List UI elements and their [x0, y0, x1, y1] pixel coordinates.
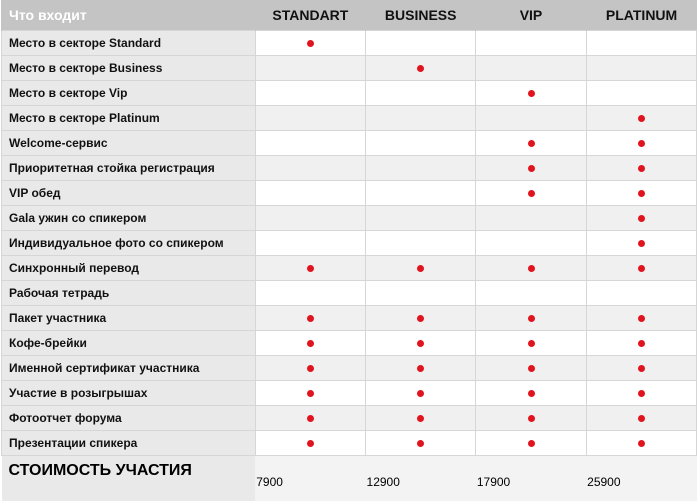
tier-cell-platinum [586, 131, 696, 156]
feature-rows [2, 31, 697, 456]
tier-cell-vip [476, 131, 586, 156]
included-dot-icon [307, 315, 314, 322]
feature-name: Gala ужин со спикером [2, 206, 256, 231]
included-dot-icon [638, 315, 645, 322]
tier-cell-vip [476, 431, 586, 456]
tier-cell-standart [255, 106, 365, 131]
feature-name: Рабочая тетрадь [2, 281, 256, 306]
tier-cell-vip [476, 331, 586, 356]
tier-cell-vip [476, 156, 586, 181]
tier-cell-vip [476, 256, 586, 281]
feature-name: Приоритетная стойка регистрация [2, 156, 256, 181]
tier-header-platinum: PLATINUM [586, 0, 696, 31]
included-dot-icon [638, 215, 645, 222]
table-row [2, 81, 697, 106]
tier-cell-platinum [586, 156, 696, 181]
tier-cell-platinum [586, 406, 696, 431]
tier-cell-business [366, 56, 476, 81]
tier-cell-standart [255, 231, 365, 256]
tier-cell-business [366, 81, 476, 106]
included-dot-icon [307, 340, 314, 347]
included-dot-icon [638, 390, 645, 397]
tier-cell-business [366, 156, 476, 181]
tier-cell-business [366, 131, 476, 156]
tier-cell-business [366, 206, 476, 231]
tier-cell-platinum [586, 81, 696, 106]
feature-name: Место в секторе Standard [2, 31, 256, 56]
included-dot-icon [638, 340, 645, 347]
table-row [2, 31, 697, 56]
tier-cell-standart [255, 31, 365, 56]
tier-cell-standart [255, 156, 365, 181]
feature-name: Именной сертификат участника [2, 356, 256, 381]
tier-cell-standart [255, 281, 365, 306]
feature-name: Индивидуальное фото со спикером [2, 231, 256, 256]
tier-cell-vip [476, 106, 586, 131]
included-dot-icon [638, 415, 645, 422]
table-row [2, 156, 697, 181]
included-dot-icon [307, 365, 314, 372]
included-dot-icon [528, 440, 535, 447]
tier-cell-business [366, 381, 476, 406]
tier-header-business: BUSINESS [366, 0, 476, 31]
tier-cell-business [366, 231, 476, 256]
tier-cell-vip [476, 81, 586, 106]
tier-cell-standart [255, 181, 365, 206]
table-row [2, 131, 697, 156]
included-dot-icon [528, 165, 535, 172]
included-dot-icon [638, 240, 645, 247]
tier-cell-standart [255, 356, 365, 381]
tier-cell-vip [476, 231, 586, 256]
table-row [2, 281, 697, 306]
tier-cell-platinum [586, 231, 696, 256]
included-dot-icon [417, 415, 424, 422]
tier-cell-standart [255, 206, 365, 231]
feature-name: VIP обед [2, 181, 256, 206]
price-business: 12900 [366, 456, 476, 501]
tier-cell-business [366, 181, 476, 206]
tier-cell-standart [255, 306, 365, 331]
table-row [2, 431, 697, 456]
included-dot-icon [528, 415, 535, 422]
tier-cell-business [366, 31, 476, 56]
feature-name: Место в секторе Vip [2, 81, 256, 106]
tier-cell-standart [255, 131, 365, 156]
table-row [2, 106, 697, 131]
price-label: СТОИМОСТЬ УЧАСТИЯ [2, 456, 256, 501]
tier-cell-platinum [586, 306, 696, 331]
included-dot-icon [638, 140, 645, 147]
tier-cell-platinum [586, 256, 696, 281]
tier-cell-vip [476, 181, 586, 206]
pricing-table [1, 0, 697, 501]
included-dot-icon [638, 190, 645, 197]
feature-name: Пакет участника [2, 306, 256, 331]
included-dot-icon [638, 440, 645, 447]
tier-cell-platinum [586, 56, 696, 81]
tier-cell-business [366, 281, 476, 306]
feature-name: Место в секторе Platinum [2, 106, 256, 131]
included-dot-icon [307, 265, 314, 272]
included-dot-icon [307, 40, 314, 47]
table-row [2, 256, 697, 281]
tier-cell-platinum [586, 106, 696, 131]
included-dot-icon [638, 265, 645, 272]
tier-cell-platinum [586, 431, 696, 456]
feature-name: Место в секторе Business [2, 56, 256, 81]
tier-cell-vip [476, 306, 586, 331]
included-dot-icon [528, 190, 535, 197]
included-dot-icon [638, 115, 645, 122]
tier-cell-business [366, 106, 476, 131]
included-dot-icon [638, 365, 645, 372]
tier-cell-standart [255, 381, 365, 406]
tier-cell-platinum [586, 331, 696, 356]
tier-cell-business [366, 431, 476, 456]
feature-column-header: Что входит [2, 0, 256, 31]
included-dot-icon [638, 165, 645, 172]
included-dot-icon [528, 90, 535, 97]
tier-cell-platinum [586, 31, 696, 56]
header-row [2, 0, 697, 31]
table-row [2, 181, 697, 206]
tier-cell-vip [476, 406, 586, 431]
table-row [2, 306, 697, 331]
price-standart: 7900 [255, 456, 365, 501]
price-platinum: 25900 [586, 456, 696, 501]
table-row [2, 331, 697, 356]
tier-cell-vip [476, 206, 586, 231]
tier-header-standart: STANDART [255, 0, 365, 31]
included-dot-icon [417, 65, 424, 72]
tier-cell-business [366, 331, 476, 356]
included-dot-icon [528, 140, 535, 147]
tier-cell-platinum [586, 181, 696, 206]
included-dot-icon [528, 340, 535, 347]
tier-cell-platinum [586, 356, 696, 381]
included-dot-icon [417, 390, 424, 397]
included-dot-icon [417, 340, 424, 347]
tier-cell-standart [255, 406, 365, 431]
tier-cell-standart [255, 331, 365, 356]
tier-cell-vip [476, 381, 586, 406]
feature-name: Участие в розыгрышах [2, 381, 256, 406]
table-row [2, 231, 697, 256]
feature-name: Синхронный перевод [2, 256, 256, 281]
tier-cell-standart [255, 431, 365, 456]
included-dot-icon [417, 265, 424, 272]
table-row [2, 56, 697, 81]
tier-cell-vip [476, 281, 586, 306]
included-dot-icon [417, 440, 424, 447]
included-dot-icon [528, 390, 535, 397]
included-dot-icon [307, 390, 314, 397]
price-row [2, 456, 697, 501]
included-dot-icon [307, 440, 314, 447]
table-row [2, 381, 697, 406]
tier-cell-business [366, 406, 476, 431]
included-dot-icon [307, 415, 314, 422]
price-vip: 17900 [476, 456, 586, 501]
tier-cell-vip [476, 31, 586, 56]
included-dot-icon [528, 365, 535, 372]
tier-cell-business [366, 256, 476, 281]
tier-cell-standart [255, 81, 365, 106]
table-row [2, 206, 697, 231]
tier-cell-platinum [586, 206, 696, 231]
feature-name: Презентации спикера [2, 431, 256, 456]
tier-cell-platinum [586, 281, 696, 306]
included-dot-icon [417, 315, 424, 322]
tier-cell-business [366, 356, 476, 381]
feature-name: Кофе-брейки [2, 331, 256, 356]
tier-cell-vip [476, 56, 586, 81]
included-dot-icon [417, 365, 424, 372]
table-row [2, 356, 697, 381]
included-dot-icon [528, 315, 535, 322]
tier-cell-vip [476, 356, 586, 381]
feature-name: Welcome-сервис [2, 131, 256, 156]
tier-cell-standart [255, 56, 365, 81]
tier-cell-standart [255, 256, 365, 281]
tier-cell-business [366, 306, 476, 331]
table-row [2, 406, 697, 431]
tier-header-vip: VIP [476, 0, 586, 31]
feature-name: Фотоотчет форума [2, 406, 256, 431]
tier-cell-platinum [586, 381, 696, 406]
included-dot-icon [528, 265, 535, 272]
